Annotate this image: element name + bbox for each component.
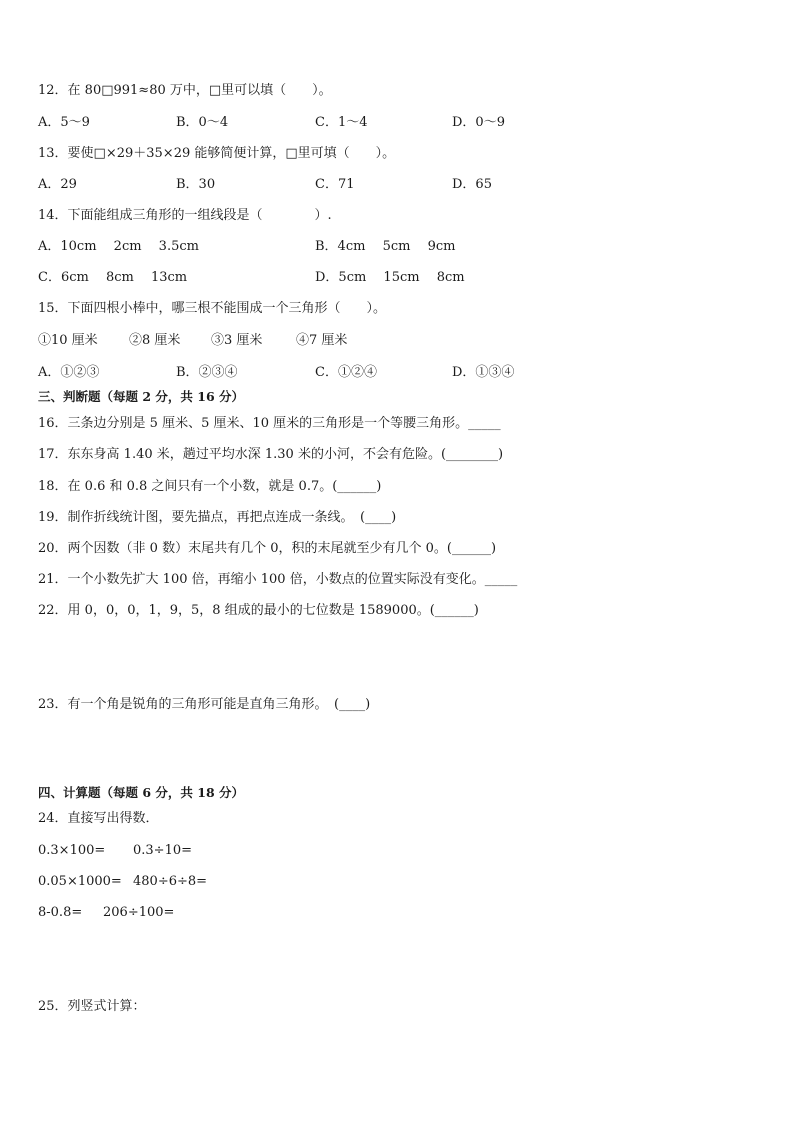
question-23: 23．有一个角是锐角的三角形可能是直角三角形。 (____): [38, 697, 371, 712]
q12-option-a: A．5～9: [38, 115, 90, 130]
calc-item: 480÷6÷8=: [133, 874, 208, 889]
q15-option-b: B．②③④: [176, 365, 238, 380]
question-16: 16．三条边分别是 5 厘米、5 厘米、10 厘米的三角形是一个等腰三角形。_____: [38, 416, 501, 431]
question-14: 14．下面能组成三角形的一组线段是（ ）.: [38, 208, 332, 223]
calc-item: 0.3÷10=: [133, 843, 193, 858]
q12-option-d: D．0～9: [452, 115, 505, 130]
q13-option-c: C．71: [315, 177, 355, 192]
calc-item: 8-0.8=: [38, 905, 83, 920]
q13-option-d: D．65: [452, 177, 492, 192]
question-18: 18．在 0.6 和 0.8 之间只有一个小数，就是 0.7。(______): [38, 479, 382, 494]
q14-option-c: C．6cm 8cm 13cm: [38, 270, 188, 285]
section-4-heading: 四、计算题（每题 6 分，共 18 分）: [38, 785, 245, 800]
q14-option-a: A．10cm 2cm 3.5cm: [38, 239, 199, 254]
question-13: 13．要使□×29＋35×29 能够简便计算，□里可填（ ）。: [38, 146, 396, 161]
stick-4: ④7 厘米: [296, 333, 348, 348]
question-17: 17．东东身高 1.40 米，趟过平均水深 1.30 米的小河，不会有危险。(________): [38, 447, 504, 462]
question-12: 12．在 80□991≈80 万中，□里可以填（ ）。: [38, 83, 332, 98]
q12-option-c: C．1～4: [315, 115, 368, 130]
q13-option-a: A．29: [38, 177, 77, 192]
q13-option-b: B．30: [176, 177, 216, 192]
q15-option-a: A．①②③: [38, 365, 100, 380]
q14-option-b: B．4cm 5cm 9cm: [315, 239, 456, 254]
calc-item: 206÷100=: [103, 905, 175, 920]
q15-option-c: C．①②④: [315, 365, 377, 380]
calc-item: 0.3×100=: [38, 843, 106, 858]
stick-1: ①10 厘米: [38, 333, 98, 348]
calc-item: 0.05×1000=: [38, 874, 122, 889]
question-25: 25．列竖式计算：: [38, 999, 146, 1014]
question-24: 24．直接写出得数．: [38, 811, 159, 826]
question-22: 22．用 0，0，0，1，9，5，8 组成的最小的七位数是 1589000。(______): [38, 603, 479, 618]
q12-option-b: B．0～4: [176, 115, 229, 130]
question-19: 19．制作折线统计图，要先描点，再把点连成一条线。 (____): [38, 510, 397, 525]
section-3-heading: 三、判断题（每题 2 分，共 16 分）: [38, 389, 245, 404]
question-15: 15．下面四根小棒中，哪三根不能围成一个三角形（ ）。: [38, 301, 387, 316]
q15-option-d: D．①③④: [452, 365, 515, 380]
stick-2: ②8 厘米: [129, 333, 181, 348]
stick-3: ③3 厘米: [211, 333, 263, 348]
q14-option-d: D．5cm 15cm 8cm: [315, 270, 465, 285]
question-20: 20．两个因数（非 0 数）末尾共有几个 0，积的末尾就至少有几个 0。(______): [38, 541, 497, 556]
question-21: 21．一个小数先扩大 100 倍，再缩小 100 倍，小数点的位置实际没有变化。_____: [38, 572, 518, 587]
